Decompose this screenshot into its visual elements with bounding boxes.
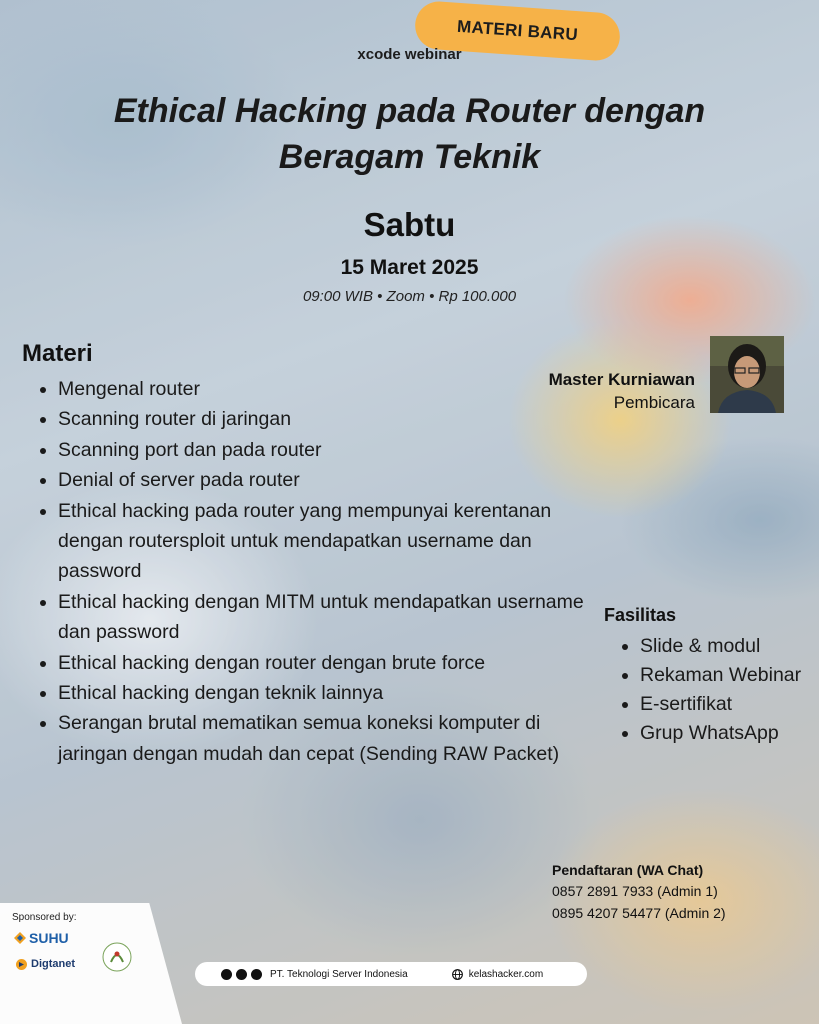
fasilitas-list — [618, 632, 819, 748]
speaker-name: Master Kurniawan — [548, 370, 695, 389]
fasilitas-item: • Slide & modul — [640, 632, 819, 661]
digtanet-mark-icon — [16, 959, 27, 970]
speaker-portrait-icon — [710, 336, 784, 413]
fasilitas-item: • E-sertifikat — [640, 690, 819, 719]
youtube-icon[interactable] — [236, 969, 247, 980]
title-line-1: Ethical Hacking pada Router dengan — [113, 92, 706, 130]
registration-admin-2: 0895 4207 54477 (Admin 2) — [552, 905, 726, 921]
registration-heading: Pendaftaran (WA Chat) — [552, 862, 704, 878]
company-name: PT. Teknologi Server Indonesia — [270, 968, 408, 980]
partner-emblem-icon — [102, 942, 132, 972]
materi-item: • Ethical hacking dengan router dengan brute force — [58, 648, 588, 678]
speaker-role: Pembicara — [613, 393, 695, 412]
event-info: 09:00 WIB • Zoom • Rp 100.000 — [302, 288, 517, 305]
suhu-mark-icon — [14, 932, 26, 944]
fasilitas-item: • Rekaman Webinar — [640, 661, 819, 690]
webinar-title — [30, 88, 789, 180]
materi-item: • Mengenal router — [58, 374, 588, 404]
registration-admin-1: 0857 2891 7933 (Admin 1) — [552, 883, 718, 899]
instagram-icon[interactable] — [221, 969, 232, 980]
footer-bar — [195, 962, 587, 986]
event-date: 15 Maret 2025 — [340, 256, 479, 279]
fasilitas-item: • Grup WhatsApp — [640, 719, 819, 748]
fasilitas-heading: Fasilitas — [604, 605, 677, 625]
materi-item: • Serangan brutal mematikan semua koneksi komputer di jaringan dengan mudah dan cepat (Sending RAW Packet) — [58, 708, 588, 769]
sponsor-label: Sponsored by: — [12, 912, 77, 923]
materi-heading: Materi — [22, 340, 93, 367]
materi-item: • Scanning port dan pada router — [58, 435, 588, 465]
brand-label: xcode webinar — [357, 46, 462, 63]
event-day: Sabtu — [363, 206, 456, 243]
materi-item: • Ethical hacking dengan MITM untuk mendapatkan username dan password — [58, 587, 588, 648]
materi-list — [36, 374, 588, 769]
materi-item: • Scanning router di jaringan — [58, 404, 588, 434]
globe-icon — [452, 969, 463, 980]
suhu-logo: SUHU — [14, 930, 69, 946]
speaker-photo — [710, 336, 784, 413]
new-material-badge: MATERI BARU — [414, 0, 622, 62]
digtanet-logo: Digtanet — [16, 958, 75, 970]
title-line-2: Beragam Teknik — [278, 138, 541, 176]
materi-item: • Ethical hacking pada router yang mempunyai kerentanan dengan routersploit untuk mendapatkan username dan password — [58, 496, 588, 587]
materi-item: • Denial of server pada router — [58, 465, 588, 495]
linkedin-icon[interactable] — [251, 969, 262, 980]
materi-item: • Ethical hacking dengan teknik lainnya — [58, 678, 588, 708]
website-link[interactable]: kelashacker.com — [468, 968, 544, 980]
